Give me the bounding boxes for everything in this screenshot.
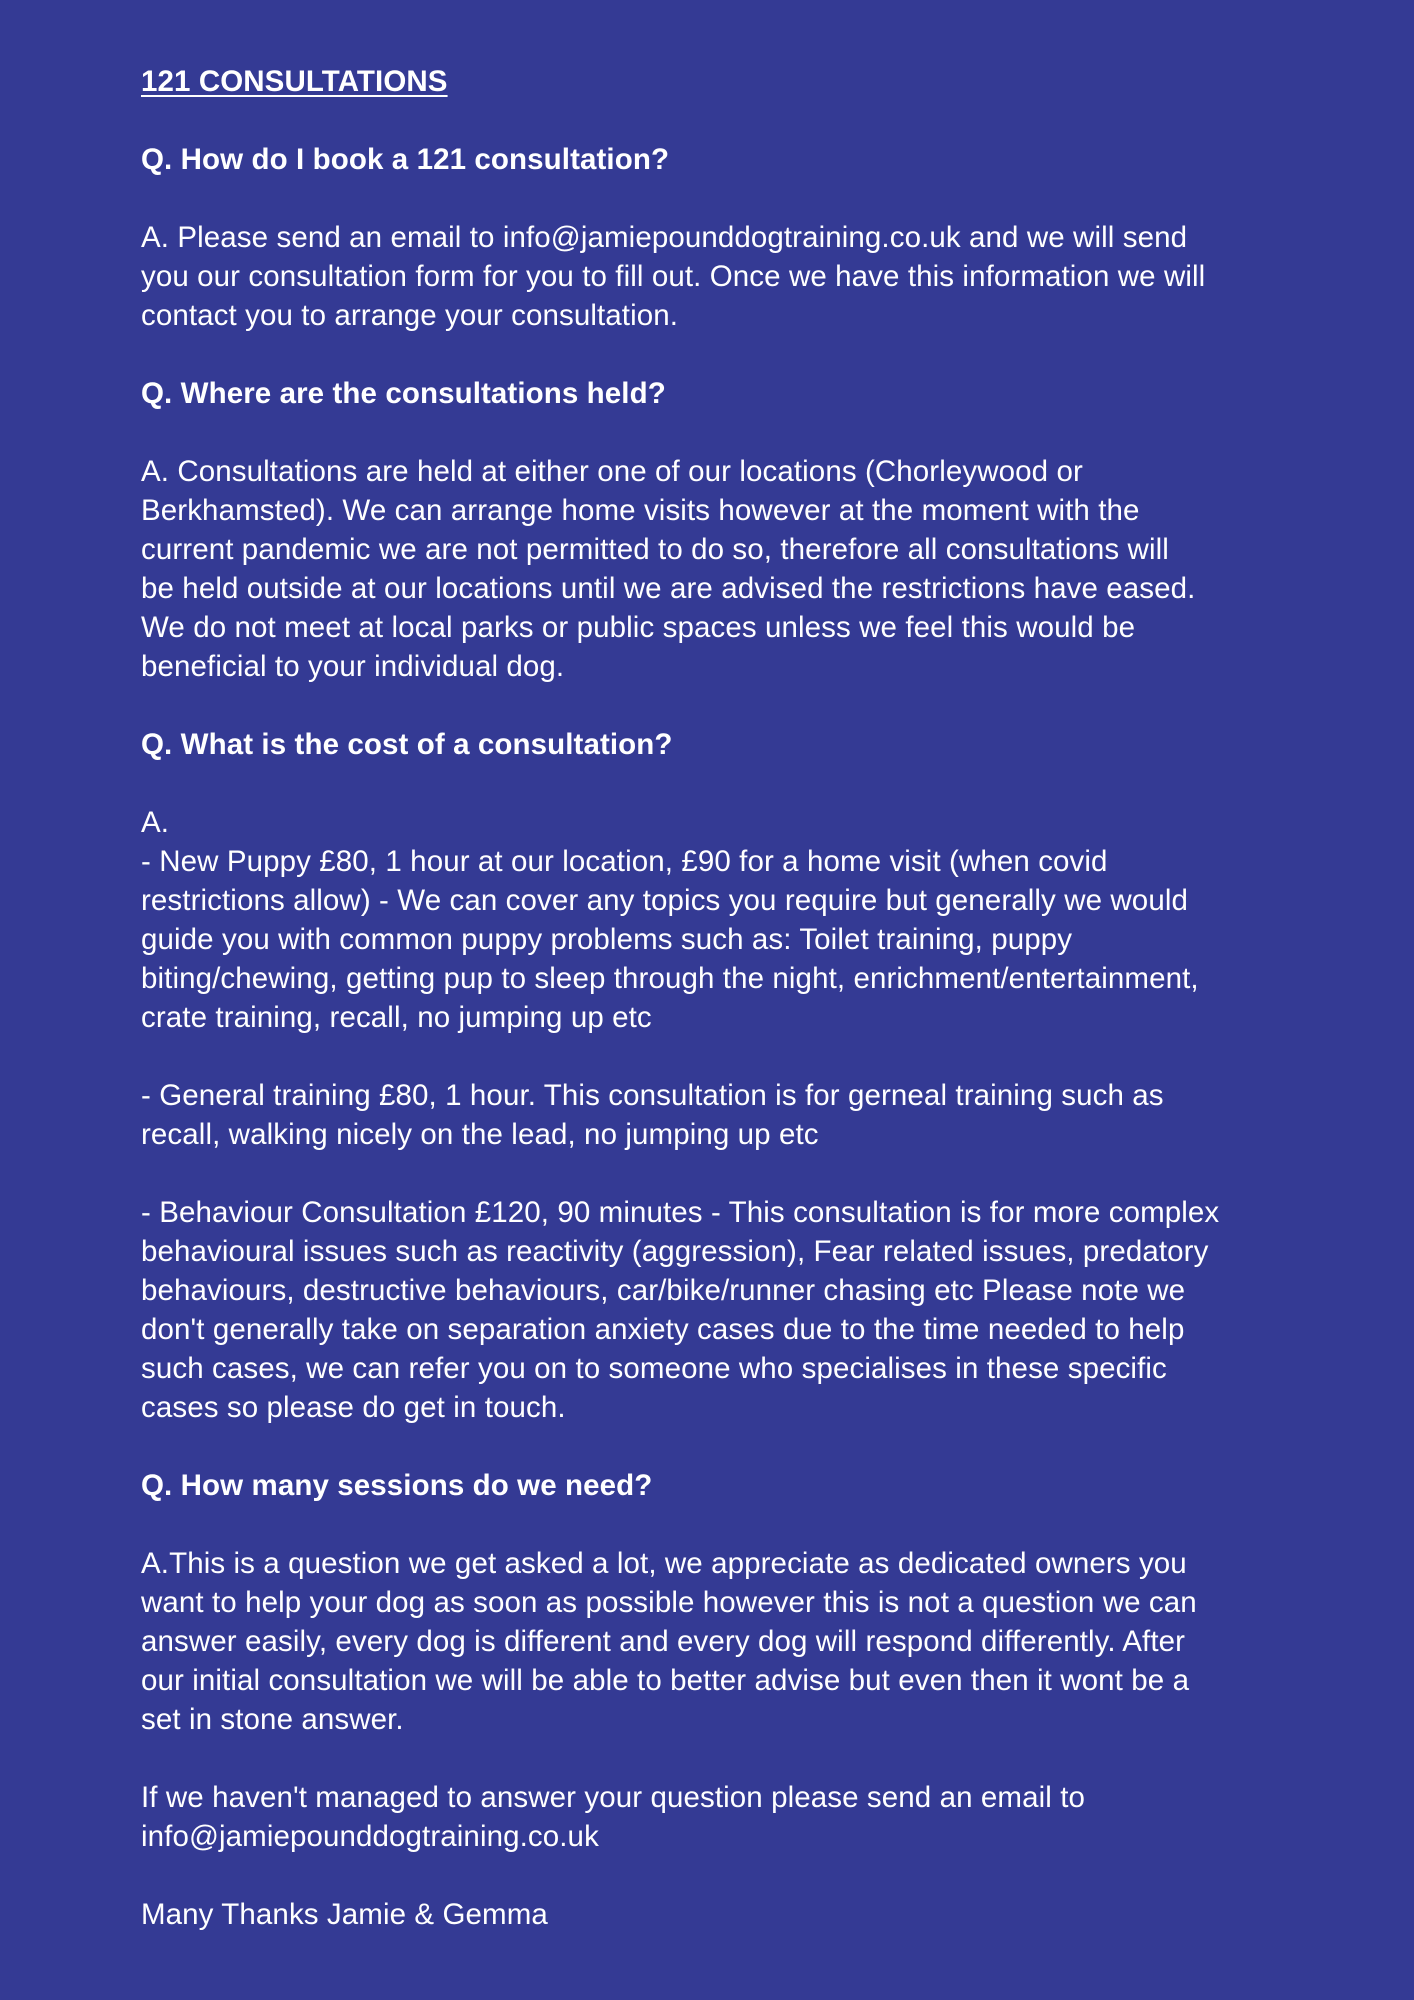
answer-line: crate training, recall, no jumping up etc xyxy=(141,1001,652,1034)
answer-cost-new-puppy xyxy=(141,803,1281,1037)
answer-line: our initial consultation we will be able to better advise but even then it wont be a xyxy=(141,1664,1190,1697)
answer-line: answer easily, every dog is different and every dog will respond differently. After xyxy=(141,1625,1186,1658)
answer-line: - Behaviour Consultation £120, 90 minutes - This consultation is for more complex xyxy=(141,1196,1220,1229)
signoff: Many Thanks Jamie & Gemma xyxy=(141,1898,548,1931)
answer-line: set in stone answer. xyxy=(141,1703,404,1736)
contact-line: If we haven't managed to answer your question please send an email to xyxy=(141,1781,1085,1814)
question-cost: Q. What is the cost of a consultation? xyxy=(141,728,673,761)
page-title: 121 CONSULTATIONS xyxy=(141,65,448,98)
qa-booking xyxy=(141,140,1281,374)
answer-line: cases so please do get in touch. xyxy=(141,1391,566,1424)
answer-cost-general-training xyxy=(141,1076,1281,1154)
answer-line: A. Consultations are held at either one of our locations (Chorleywood or xyxy=(141,455,1083,488)
answer-sessions xyxy=(141,1544,1281,1739)
answer-line: - New Puppy £80, 1 hour at our location, £90 for a home visit (when covid xyxy=(141,845,1108,878)
answer-line: be held outside at our locations until we are advised the restrictions have eased. xyxy=(141,572,1196,605)
answer-line: current pandemic we are not permitted to do so, therefore all consultations will xyxy=(141,533,1169,566)
question-booking: Q. How do I book a 121 consultation? xyxy=(141,143,670,176)
answer-line: contact you to arrange your consultation. xyxy=(141,299,679,332)
answer-location xyxy=(141,452,1281,686)
answer-line: We do not meet at local parks or public spaces unless we feel this would be xyxy=(141,611,1136,644)
answer-line: beneficial to your individual dog. xyxy=(141,650,565,683)
answer-cost-behaviour xyxy=(141,1193,1281,1427)
faq-document xyxy=(141,62,1281,1934)
question-sessions: Q. How many sessions do we need? xyxy=(141,1469,653,1502)
answer-line: restrictions allow) - We can cover any topics you require but generally we would xyxy=(141,884,1188,917)
answer-line: guide you with common puppy problems such as: Toilet training, puppy xyxy=(141,923,1073,956)
contact-email: info@jamiepounddogtraining.co.uk xyxy=(141,1820,599,1853)
answer-line: behavioural issues such as reactivity (aggression), Fear related issues, predatory xyxy=(141,1235,1209,1268)
closing xyxy=(141,1778,1281,1934)
answer-line: behaviours, destructive behaviours, car/bike/runner chasing etc Please note we xyxy=(141,1274,1186,1307)
answer-line: want to help your dog as soon as possible however this is not a question we can xyxy=(141,1586,1197,1619)
answer-line: A.This is a question we get asked a lot, we appreciate as dedicated owners you xyxy=(141,1547,1187,1580)
answer-line: A. Please send an email to info@jamiepounddogtraining.co.uk and we will send xyxy=(141,221,1188,254)
answer-booking xyxy=(141,218,1281,335)
answer-line: - General training £80, 1 hour. This consultation is for gerneal training such as xyxy=(141,1079,1164,1112)
qa-cost xyxy=(141,725,1281,1466)
qa-sessions xyxy=(141,1466,1281,1778)
answer-line: Berkhamsted). We can arrange home visits however at the moment with the xyxy=(141,494,1140,527)
answer-line: A. xyxy=(141,806,170,839)
qa-location xyxy=(141,374,1281,725)
question-location: Q. Where are the consultations held? xyxy=(141,377,666,410)
answer-line: such cases, we can refer you on to someone who specialises in these specific xyxy=(141,1352,1167,1385)
answer-line: biting/chewing, getting pup to sleep through the night, enrichment/entertainment, xyxy=(141,962,1199,995)
answer-line: don't generally take on separation anxiety cases due to the time needed to help xyxy=(141,1313,1185,1346)
answer-line: recall, walking nicely on the lead, no jumping up etc xyxy=(141,1118,819,1151)
answer-line: you our consultation form for you to fill out. Once we have this information we will xyxy=(141,260,1206,293)
